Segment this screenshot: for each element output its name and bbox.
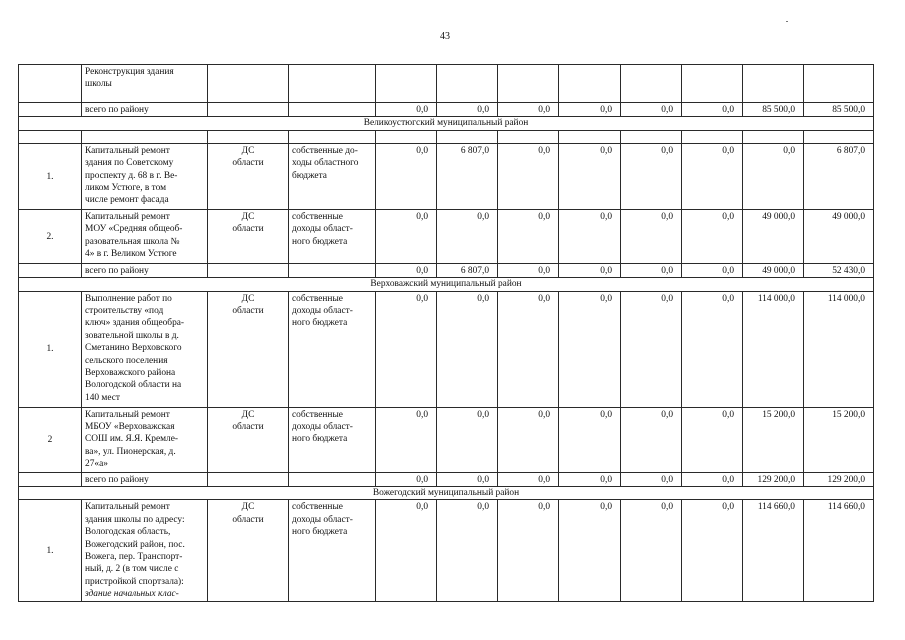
index-cell bbox=[19, 472, 82, 486]
text-line: здания школы по адресу: bbox=[85, 514, 185, 525]
project-row bbox=[19, 143, 874, 209]
index-cell bbox=[19, 103, 82, 117]
budget-table-sheet bbox=[18, 64, 873, 600]
project-name bbox=[82, 209, 208, 263]
funding-source bbox=[208, 209, 289, 263]
text-line: ный, д. 2 (в том числе с bbox=[85, 564, 179, 575]
funding-source bbox=[208, 143, 289, 209]
empty-cell bbox=[621, 130, 682, 143]
text-line: здания по Советскому bbox=[85, 158, 174, 169]
value-cell: 114 660,0 bbox=[743, 500, 804, 602]
value-cell: 0,0 bbox=[682, 472, 743, 486]
text-line: доходы област- bbox=[292, 422, 353, 433]
text-line: 140 мест bbox=[85, 392, 120, 403]
project-name bbox=[82, 143, 208, 209]
row-index: 2. bbox=[19, 209, 82, 263]
value-cell: 6 807,0 bbox=[437, 263, 498, 277]
text-line: Капитальный ремонт bbox=[85, 211, 170, 222]
text-line: Вологодская область, bbox=[85, 527, 171, 538]
value-cell: 0,0 bbox=[621, 103, 682, 117]
value-cell: 0,0 bbox=[621, 143, 682, 209]
project-name bbox=[82, 291, 208, 407]
text-line: ного бюджета bbox=[292, 236, 348, 247]
text-line: Вологодской области на bbox=[85, 380, 182, 391]
text-line: ключ» здания общеобра- bbox=[85, 318, 185, 329]
text-line: бюджета bbox=[292, 170, 327, 181]
empty-cell bbox=[437, 130, 498, 143]
value-cell: 0,0 bbox=[559, 143, 621, 209]
source-cell bbox=[208, 472, 289, 486]
value-cell: 0,0 bbox=[682, 407, 743, 472]
value-cell: 0,0 bbox=[376, 209, 437, 263]
value-cell: 0,0 bbox=[621, 209, 682, 263]
text-line: Капитальный ремонт bbox=[85, 409, 170, 420]
value-cell: 49 000,0 bbox=[743, 263, 804, 277]
value-cell: 0,0 bbox=[621, 407, 682, 472]
value-cell: 85 500,0 bbox=[743, 103, 804, 117]
text-line: 27«а» bbox=[85, 459, 108, 470]
value-cell: 0,0 bbox=[559, 209, 621, 263]
text-line: доходы област- bbox=[292, 224, 353, 235]
value-cell: 85 500,0 bbox=[804, 103, 874, 117]
section-title: Вожегодский муниципальный район bbox=[19, 487, 874, 500]
text-line: числе ремонт фасада bbox=[85, 195, 169, 206]
value-cell: 0,0 bbox=[682, 209, 743, 263]
value-cell: 49 000,0 bbox=[743, 209, 804, 263]
text-line: СОШ им. Я.Я. Кремле- bbox=[85, 434, 178, 445]
value-cell: 15 200,0 bbox=[804, 407, 874, 472]
source-cell bbox=[208, 263, 289, 277]
funding-type bbox=[289, 291, 376, 407]
row-index bbox=[19, 65, 82, 103]
section-header-row bbox=[19, 278, 874, 291]
value-cell: 0,0 bbox=[437, 472, 498, 486]
value-cell: 0,0 bbox=[682, 500, 743, 602]
value-cell: 0,0 bbox=[559, 472, 621, 486]
funding-source bbox=[208, 500, 289, 602]
value-cell: 114 000,0 bbox=[743, 291, 804, 407]
funding-source bbox=[208, 291, 289, 407]
value-cell: 0,0 bbox=[498, 263, 559, 277]
text-line: ва», ул. Пионерская, д. bbox=[85, 446, 176, 457]
empty-cell bbox=[19, 130, 82, 143]
value-cell: 0,0 bbox=[559, 500, 621, 602]
index-cell bbox=[19, 263, 82, 277]
total-row bbox=[19, 472, 874, 486]
budget-table-body bbox=[19, 65, 874, 602]
value-cell bbox=[682, 65, 743, 103]
funding-type bbox=[289, 407, 376, 472]
total-label: всего по району bbox=[82, 103, 208, 117]
value-cell: 0,0 bbox=[682, 263, 743, 277]
section-header-row bbox=[19, 487, 874, 500]
value-cell: 0,0 bbox=[376, 143, 437, 209]
value-cell: 0,0 bbox=[376, 291, 437, 407]
source-cell bbox=[208, 103, 289, 117]
text-line-italic: здание начальных клас- bbox=[85, 589, 179, 600]
text-line: собственные bbox=[292, 409, 343, 420]
value-cell: 0,0 bbox=[376, 407, 437, 472]
value-cell: 0,0 bbox=[437, 500, 498, 602]
text-line: доходы област- bbox=[292, 306, 353, 317]
empty-cell bbox=[208, 130, 289, 143]
text-line: Капитальный ремонт bbox=[85, 145, 170, 156]
text-line: сельского поселения bbox=[85, 355, 168, 366]
scan-speck bbox=[786, 21, 788, 22]
project-row bbox=[19, 407, 874, 472]
text-line: МБОУ «Верховажская bbox=[85, 422, 175, 433]
text-line: ДС bbox=[241, 409, 255, 420]
value-cell: 0,0 bbox=[559, 263, 621, 277]
value-cell: 0,0 bbox=[376, 103, 437, 117]
empty-cell bbox=[682, 130, 743, 143]
value-cell: 6 807,0 bbox=[437, 143, 498, 209]
empty-cell bbox=[498, 130, 559, 143]
text-line: области bbox=[232, 422, 264, 433]
value-cell bbox=[559, 65, 621, 103]
section-title: Великоустюгский муниципальный район bbox=[19, 117, 874, 130]
funding-type bbox=[289, 65, 376, 103]
value-cell: 0,0 bbox=[498, 143, 559, 209]
text-line: собственные bbox=[292, 293, 343, 304]
value-cell: 0,0 bbox=[498, 407, 559, 472]
empty-cell bbox=[743, 130, 804, 143]
funding-type bbox=[289, 143, 376, 209]
text-line: 4» в г. Великом Устюге bbox=[85, 249, 177, 260]
text-line: области bbox=[232, 224, 264, 235]
empty-cell bbox=[804, 130, 874, 143]
total-row bbox=[19, 263, 874, 277]
value-cell: 0,0 bbox=[743, 143, 804, 209]
value-cell: 52 430,0 bbox=[804, 263, 874, 277]
value-cell: 114 000,0 bbox=[804, 291, 874, 407]
text-line: проспекту д. 68 в г. Ве- bbox=[85, 170, 178, 181]
project-row bbox=[19, 65, 874, 103]
funding-source bbox=[208, 65, 289, 103]
text-line: собственные до- bbox=[292, 145, 358, 156]
project-row bbox=[19, 500, 874, 602]
text-line: разовательная школа № bbox=[85, 236, 180, 247]
text-line: собственные bbox=[292, 502, 343, 513]
value-cell bbox=[621, 65, 682, 103]
value-cell bbox=[376, 65, 437, 103]
text-line: Выполнение работ по bbox=[85, 293, 172, 304]
empty-cell bbox=[376, 130, 437, 143]
text-line: области bbox=[232, 306, 264, 317]
text-line: ликом Устюге, в том bbox=[85, 183, 167, 194]
value-cell: 0,0 bbox=[498, 472, 559, 486]
text-line: МОУ «Средняя общеоб- bbox=[85, 224, 183, 235]
text-line: ного бюджета bbox=[292, 318, 348, 329]
value-cell: 0,0 bbox=[376, 500, 437, 602]
value-cell: 0,0 bbox=[682, 103, 743, 117]
value-cell: 0,0 bbox=[621, 291, 682, 407]
value-cell: 0,0 bbox=[498, 209, 559, 263]
text-line: ДС bbox=[241, 211, 255, 222]
value-cell: 129 200,0 bbox=[743, 472, 804, 486]
text-line: Капитальный ремонт bbox=[85, 502, 170, 513]
text-line: школы bbox=[85, 79, 112, 90]
text-line: собственные bbox=[292, 211, 343, 222]
total-label: всего по району bbox=[82, 263, 208, 277]
funding-type bbox=[289, 500, 376, 602]
text-line: строительству «под bbox=[85, 306, 164, 317]
funding-type-cell bbox=[289, 103, 376, 117]
empty-cell bbox=[82, 130, 208, 143]
project-row bbox=[19, 209, 874, 263]
row-index: 1. bbox=[19, 500, 82, 602]
value-cell: 0,0 bbox=[559, 291, 621, 407]
blank-row bbox=[19, 130, 874, 143]
funding-type bbox=[289, 209, 376, 263]
text-line: Вожега, пер. Транспорт- bbox=[85, 552, 183, 563]
value-cell: 129 200,0 bbox=[804, 472, 874, 486]
project-name bbox=[82, 407, 208, 472]
row-index: 1. bbox=[19, 143, 82, 209]
value-cell: 0,0 bbox=[498, 291, 559, 407]
text-line: ного бюджета bbox=[292, 434, 348, 445]
value-cell: 0,0 bbox=[559, 103, 621, 117]
value-cell: 0,0 bbox=[376, 263, 437, 277]
value-cell: 49 000,0 bbox=[804, 209, 874, 263]
project-row bbox=[19, 291, 874, 407]
section-header-row bbox=[19, 117, 874, 130]
text-line: области bbox=[232, 158, 264, 169]
text-line: области bbox=[232, 514, 264, 525]
funding-source bbox=[208, 407, 289, 472]
row-index: 1. bbox=[19, 291, 82, 407]
empty-cell bbox=[559, 130, 621, 143]
value-cell: 0,0 bbox=[559, 407, 621, 472]
value-cell: 0,0 bbox=[498, 103, 559, 117]
value-cell: 114 660,0 bbox=[804, 500, 874, 602]
total-label: всего по району bbox=[82, 472, 208, 486]
value-cell: 0,0 bbox=[682, 291, 743, 407]
value-cell: 0,0 bbox=[682, 143, 743, 209]
empty-cell bbox=[289, 130, 376, 143]
funding-type-cell bbox=[289, 263, 376, 277]
text-line: Верховажского района bbox=[85, 368, 176, 379]
text-line: Реконструкция здания bbox=[85, 67, 174, 77]
value-cell: 0,0 bbox=[437, 407, 498, 472]
text-line: зовательной школы в д. bbox=[85, 330, 179, 341]
text-line: ДС bbox=[241, 293, 255, 304]
text-line: Вожегодский район, пос. bbox=[85, 539, 185, 550]
text-line: ДС bbox=[241, 502, 255, 513]
value-cell: 6 807,0 bbox=[804, 143, 874, 209]
budget-table bbox=[18, 64, 874, 602]
value-cell: 0,0 bbox=[621, 263, 682, 277]
value-cell bbox=[743, 65, 804, 103]
text-line: ного бюджета bbox=[292, 527, 348, 538]
page-number: 43 bbox=[440, 31, 450, 42]
text-line: Сметанино Верховского bbox=[85, 343, 182, 354]
value-cell bbox=[437, 65, 498, 103]
value-cell: 0,0 bbox=[437, 209, 498, 263]
project-name bbox=[82, 65, 208, 103]
project-name bbox=[82, 500, 208, 602]
value-cell: 15 200,0 bbox=[743, 407, 804, 472]
value-cell: 0,0 bbox=[437, 291, 498, 407]
value-cell: 0,0 bbox=[621, 472, 682, 486]
value-cell: 0,0 bbox=[437, 103, 498, 117]
value-cell: 0,0 bbox=[621, 500, 682, 602]
row-index: 2 bbox=[19, 407, 82, 472]
value-cell bbox=[804, 65, 874, 103]
text-line: ДС bbox=[241, 145, 255, 156]
text-line: пристройкой спортзала): bbox=[85, 576, 184, 587]
text-line: ходы областного bbox=[292, 158, 359, 169]
value-cell: 0,0 bbox=[376, 472, 437, 486]
value-cell bbox=[498, 65, 559, 103]
text-line: доходы област- bbox=[292, 514, 353, 525]
section-title: Верховажский муниципальный район bbox=[19, 278, 874, 291]
value-cell: 0,0 bbox=[498, 500, 559, 602]
total-row bbox=[19, 103, 874, 117]
funding-type-cell bbox=[289, 472, 376, 486]
